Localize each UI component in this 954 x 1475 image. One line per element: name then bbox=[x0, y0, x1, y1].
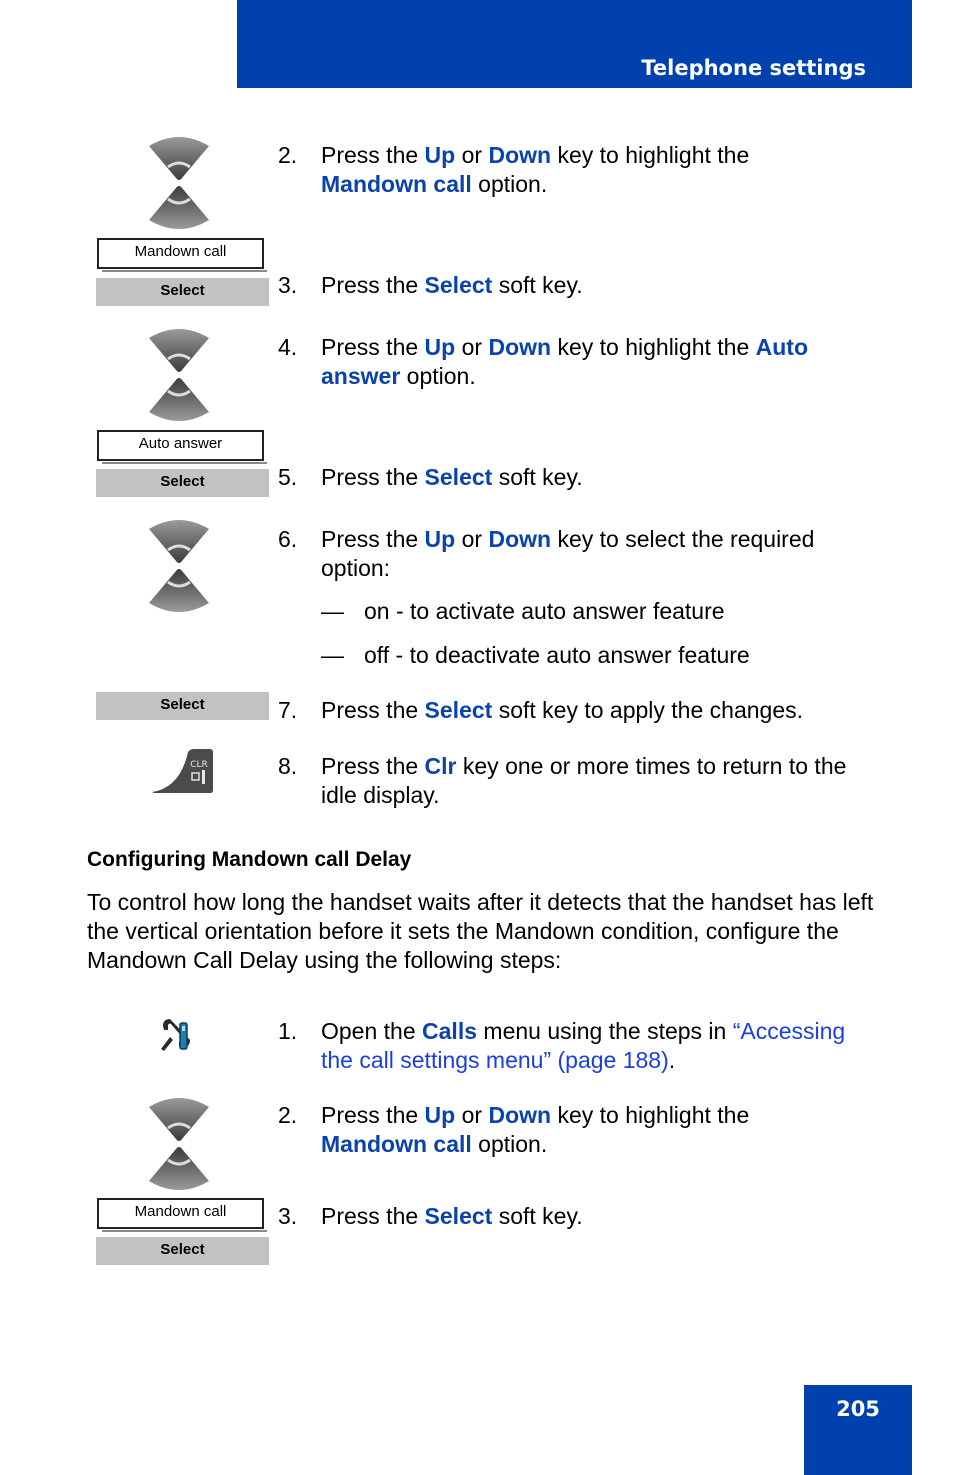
select-key-ref: Select bbox=[424, 464, 493, 490]
navigation-keys-icon bbox=[146, 134, 212, 232]
navigation-keys-icon bbox=[146, 517, 212, 615]
up-key-ref: Up bbox=[424, 526, 456, 552]
auto-answer-ref: Auto answer bbox=[321, 334, 809, 389]
clr-key-label: CLR bbox=[190, 760, 208, 770]
up-key-ref: Up bbox=[424, 334, 456, 360]
page-number: 205 bbox=[836, 1397, 880, 1421]
option-off: — off - to deactivate auto answer feature bbox=[321, 642, 750, 668]
step-8-return-idle: 8. Press the Clr key one or more times to return to the idle display. bbox=[278, 753, 847, 808]
select-softkey: Select bbox=[96, 692, 269, 720]
step-5-select: 5. Press the Select soft key. bbox=[278, 464, 583, 490]
page-number-box bbox=[804, 1385, 912, 1475]
step-4-highlight-auto-answer: 4. Press the Up or Down key to highlight the Auto answer option. bbox=[278, 334, 809, 389]
step-2-highlight-mandown-call: 2. Press the Up or Down key to highlight the Mandown call option. bbox=[278, 1102, 750, 1157]
step-3-select: 3. Press the Select soft key. bbox=[278, 272, 583, 298]
accessing-call-settings-link[interactable]: “Accessing the call settings menu” (page 188) bbox=[321, 1018, 846, 1073]
select-softkey: Select bbox=[96, 1237, 269, 1265]
mandown-call-ref: Mandown call bbox=[321, 1131, 472, 1157]
navigation-keys-icon bbox=[146, 1095, 212, 1193]
down-key-ref: Down bbox=[488, 526, 552, 552]
header-title: Telephone settings bbox=[641, 56, 866, 80]
calls-menu-icon bbox=[158, 1017, 196, 1053]
up-key-ref: Up bbox=[424, 1102, 456, 1128]
select-key-ref: Select bbox=[424, 697, 493, 723]
option-on: — on - to activate auto answer feature bbox=[321, 598, 725, 624]
up-key-ref: Up bbox=[424, 142, 456, 168]
step-1-open-calls-menu: 1. Open the Calls menu using the steps in “Accessing the call settings menu” (page 188). bbox=[278, 1018, 846, 1073]
clr-key-ref: Clr bbox=[424, 753, 457, 779]
clr-key-icon bbox=[150, 748, 214, 794]
step-2-highlight-mandown-call: 2. Press the Up or Down key to highlight the Mandown call option. bbox=[278, 142, 750, 197]
calls-menu-ref: Calls bbox=[422, 1018, 478, 1044]
down-key-ref: Down bbox=[488, 142, 552, 168]
section-heading: Configuring Mandown call Delay bbox=[87, 848, 412, 871]
step-7-apply: 7. Press the Select soft key to apply the changes. bbox=[278, 697, 804, 723]
select-key-ref: Select bbox=[424, 1203, 493, 1229]
step-3-select: 3. Press the Select soft key. bbox=[278, 1203, 583, 1229]
down-key-ref: Down bbox=[488, 1102, 552, 1128]
section-intro: To control how long the handset waits after it detects that the handset has left the vertical orientation before it sets the Mandown condition, configure the Mandown Call Delay using the following steps: bbox=[87, 889, 874, 973]
down-key-ref: Down bbox=[488, 334, 552, 360]
step-6-choose-option: 6. Press the Up or Down key to select the required option: bbox=[278, 526, 815, 581]
display-item-mandown-call: Mandown call bbox=[97, 238, 264, 269]
header-bar bbox=[237, 0, 912, 88]
select-softkey: Select bbox=[96, 278, 269, 306]
mandown-call-ref: Mandown call bbox=[321, 171, 472, 197]
display-item-mandown-call: Mandown call bbox=[97, 1198, 264, 1229]
select-key-ref: Select bbox=[424, 272, 493, 298]
display-item-auto-answer: Auto answer bbox=[97, 430, 264, 461]
select-softkey: Select bbox=[96, 469, 269, 497]
navigation-keys-icon bbox=[146, 326, 212, 424]
